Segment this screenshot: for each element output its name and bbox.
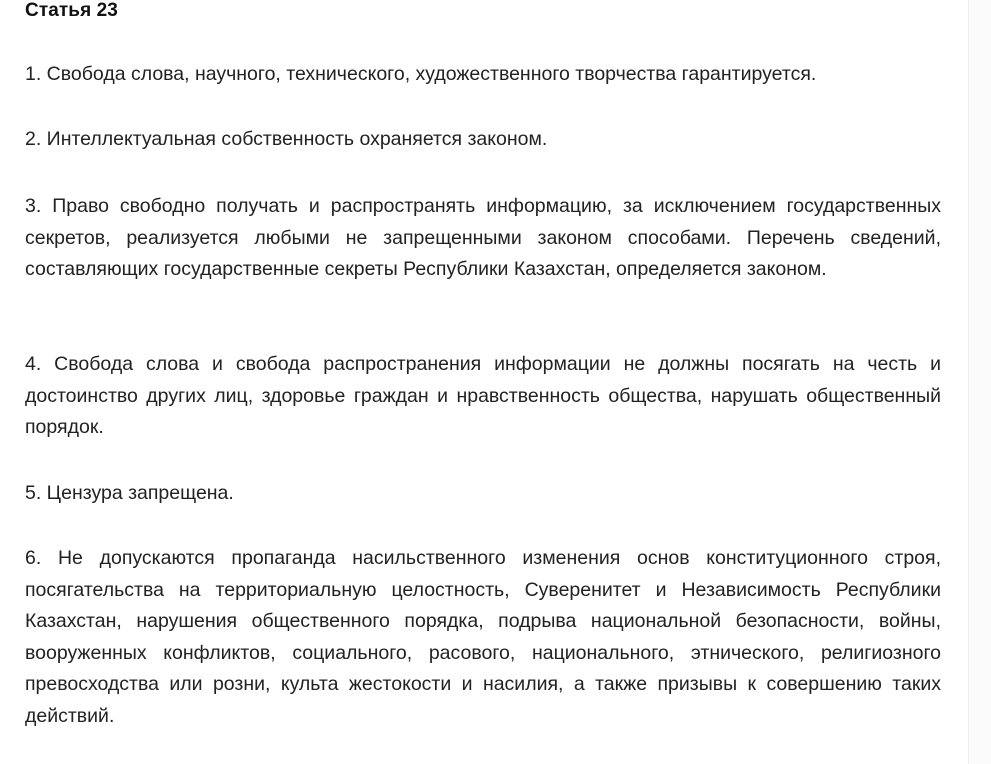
page-right-margin (968, 0, 991, 764)
clause-2: 2. Интеллектуальная собственность охраняется законом. (25, 128, 548, 150)
clause-1: 1. Свобода слова, научного, технического, художественного творчества гарантируется. (25, 63, 817, 85)
clause-3: 3. Право свободно получать и распространять информацию, за исключением государственных секретов, реализуется любыми не запрещенными законом способами. Перечень сведений, составляющих государственные секреты Республики Казахстан, определяется законом. (25, 195, 941, 280)
article-title: Статья 23 (25, 0, 118, 21)
clause-5: 5. Цензура запрещена. (25, 482, 234, 504)
clause-6: 6. Не допускаются пропаганда насильственного изменения основ конституционного строя, посягательства на территориальную целостность, Суверенитет и Независимость Республики Казахстан, нарушения общественного порядка, подрыва национальной безопасности, войны, вооруженных конфликтов, социального, расового, национального, этнического, религиозного превосходства или розни, культа жестокости и насилия, а также призывы к совершению таких действий. (25, 547, 941, 727)
article-23 (25, 0, 941, 727)
clause-4: 4. Свобода слова и свобода распространения информации не должны посягать на честь и достоинство других лиц, здоровье граждан и нравственность общества, нарушать общественный порядок. (25, 353, 941, 438)
